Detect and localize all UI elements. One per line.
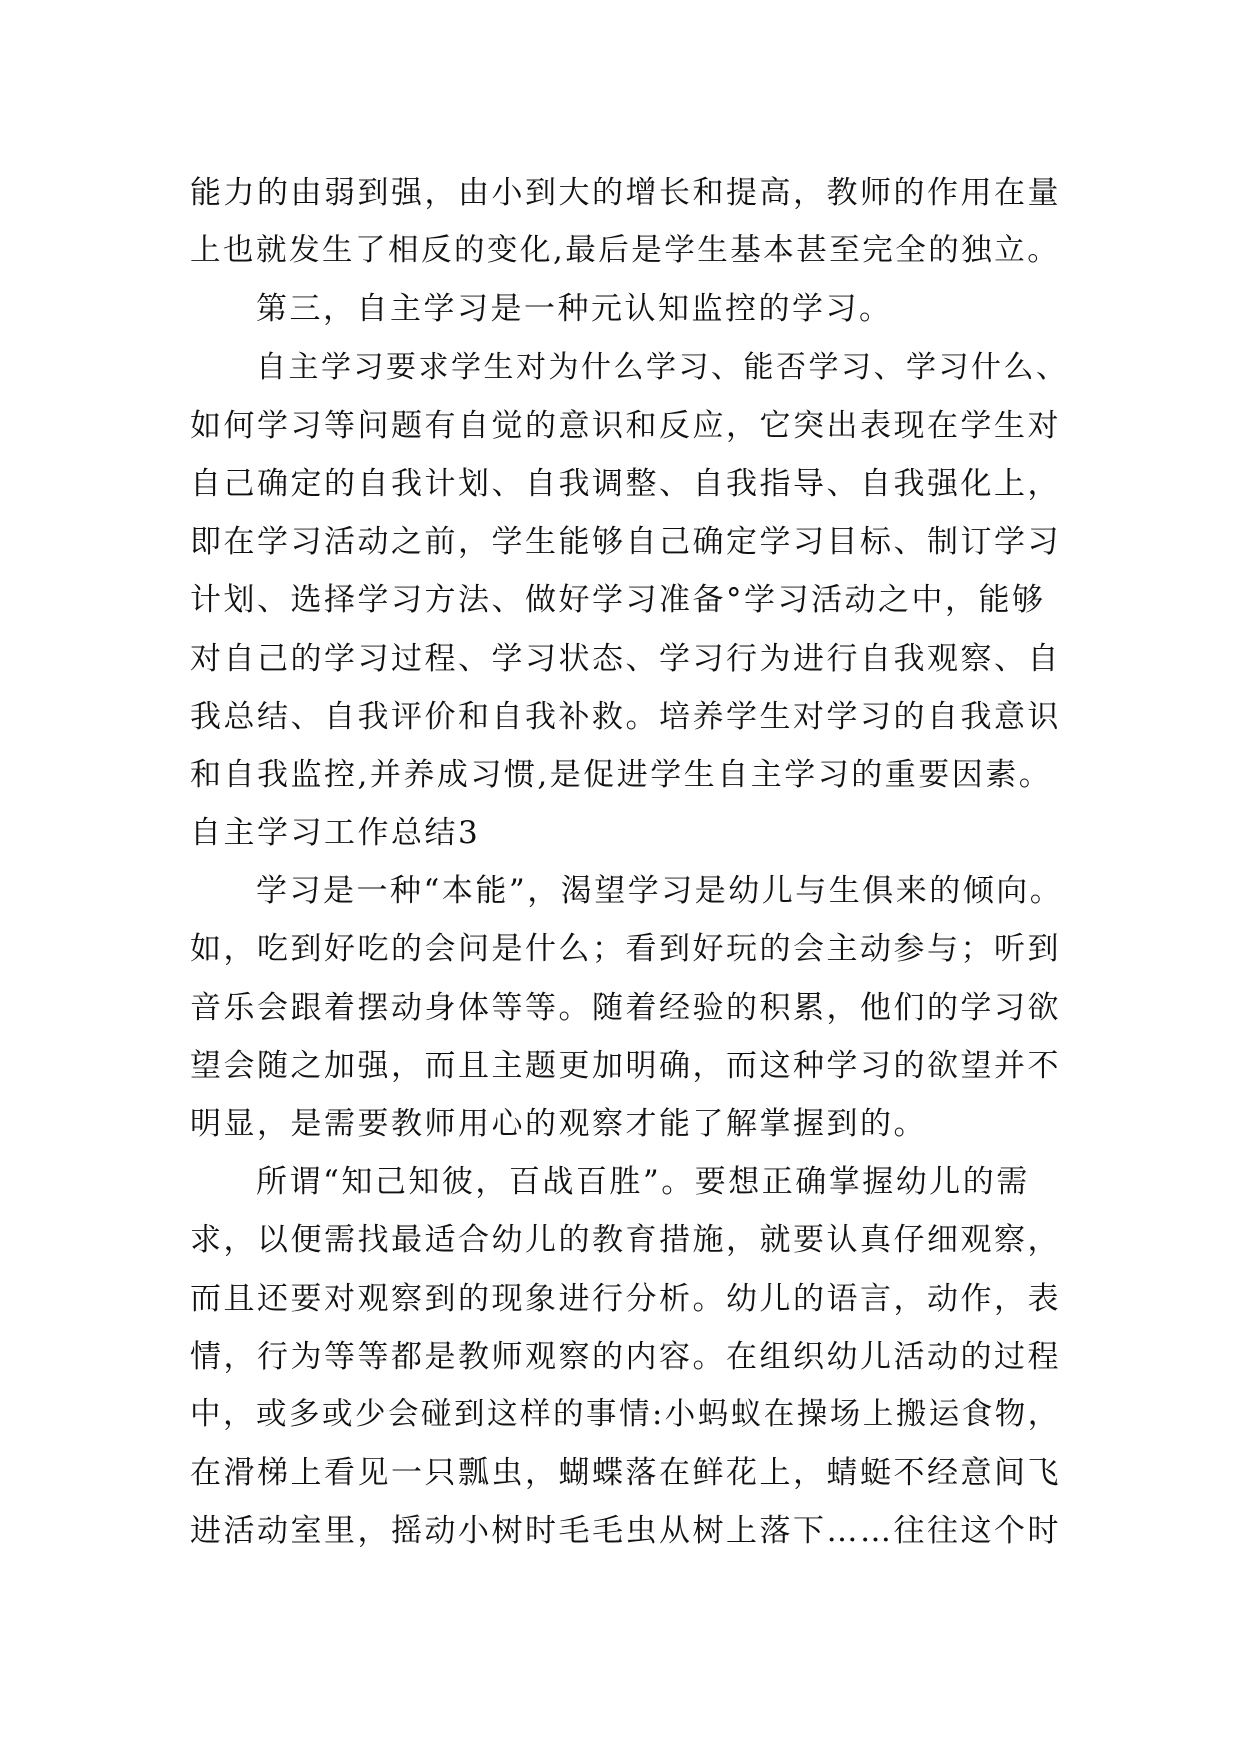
paragraph-start-line: 自主学习要求学生对为什么学习、能否学习、学习什么、 — [256, 349, 1069, 385]
text-line: 情，行为等等都是教师观察的内容。在组织幼儿活动的过程 — [190, 1338, 1061, 1375]
text-line: 音乐会跟着摆动身体等等。随着经验的积累，他们的学习欲 — [190, 989, 1061, 1026]
paragraph-start-line: 所谓“知己知彼，百战百胜”。要想正确掌握幼儿的需 — [256, 1164, 1030, 1201]
body-text — [190, 164, 1070, 1561]
text-line: 望会随之加强，而且主题更加明确，而这种学习的欲望并不 — [190, 1047, 1061, 1084]
text-line: 我总结、自我评价和自我补救。培养学生对学习的自我意识 — [190, 698, 1061, 735]
text-line: 如何学习等问题有自觉的意识和反应，它突出表现在学生对 — [190, 407, 1061, 444]
text-line: 上也就发生了相反的变化,最后是学生基本甚至完全的独立。 — [190, 233, 1061, 269]
paragraph-start-line: 学习是一种“本能”，渴望学习是幼儿与生俱来的倾向。 — [256, 873, 1064, 910]
text-line: 进活动室里，摇动小树时毛毛虫从树上落下……往往这个时 — [190, 1513, 1061, 1550]
text-line: 求，以便需找最适合幼儿的教育措施，就要认真仔细观察， — [190, 1222, 1061, 1259]
text-line: 能力的由弱到强，由小到大的增长和提高，教师的作用在量 — [190, 175, 1061, 211]
text-line: 即在学习活动之前，学生能够自己确定学习目标、制订学习 — [190, 524, 1061, 561]
text-line: 明显，是需要教师用心的观察才能了解掌握到的。 — [190, 1106, 927, 1142]
text-line: 中，或多或少会碰到这样的事情:小蚂蚁在操场上搬运食物， — [190, 1396, 1061, 1432]
text-line: 自己确定的自我计划、自我调整、自我指导、自我强化上， — [190, 465, 1061, 502]
text-line: 如，吃到好吃的会问是什么；看到好玩的会主动参与；听到 — [190, 931, 1061, 968]
text-line: 对自己的学习过程、学习状态、学习行为进行自我观察、自 — [190, 640, 1061, 677]
text-line: 而且还要对观察到的现象进行分析。幼儿的语言，动作，表 — [190, 1280, 1061, 1317]
text-line: 在滑梯上看见一只瓢虫，蝴蝶落在鲜花上，蜻蜓不经意间飞 — [190, 1455, 1061, 1492]
text-line: 计划、选择学习方法、做好学习准备°学习活动之中，能够 — [190, 582, 1046, 619]
paragraph-start-line: 第三，自主学习是一种元认知监控的学习。 — [256, 291, 893, 328]
text-line: 和自我监控,并养成习惯,是促进学生自主学习的重要因素。 — [190, 756, 1053, 793]
section-heading: 自主学习工作总结3 — [190, 815, 481, 852]
